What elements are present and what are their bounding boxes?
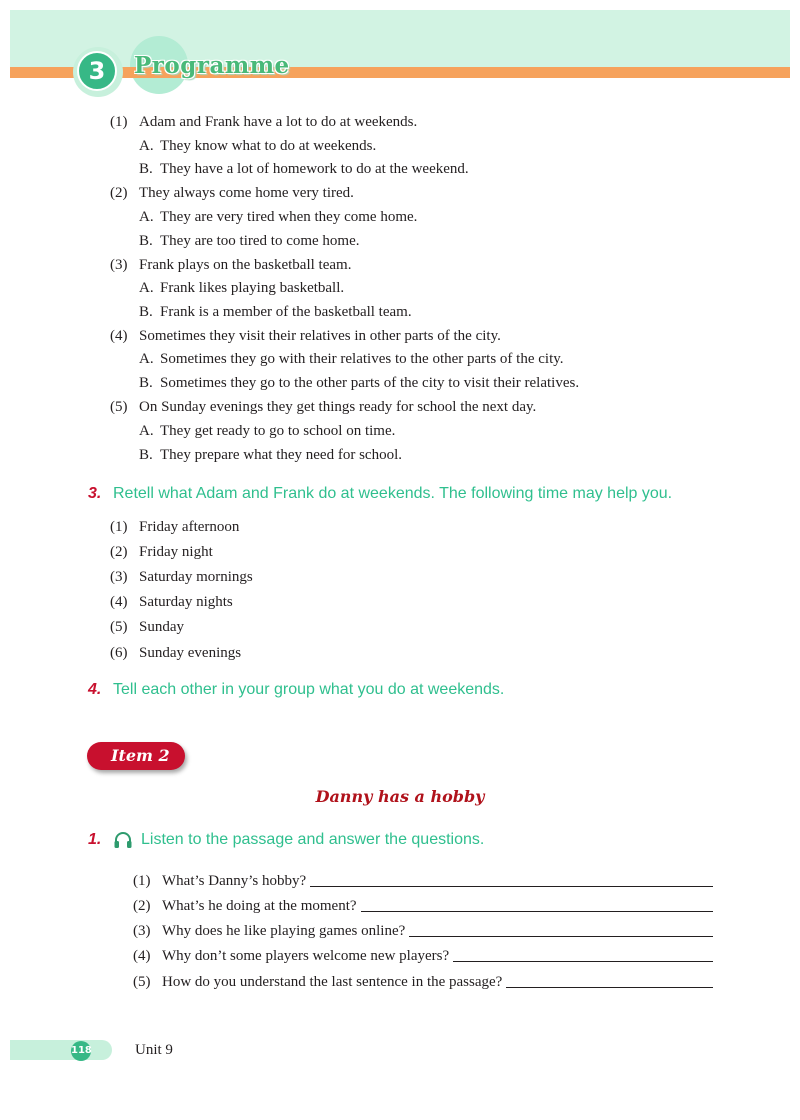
task-3-instruction bbox=[88, 485, 672, 503]
headphones-icon bbox=[113, 831, 133, 849]
question-text: What’s Danny’s hobby? bbox=[162, 873, 307, 889]
question-text: On Sunday evenings they get things ready for school the next day. bbox=[139, 399, 537, 415]
item-number: (5) bbox=[110, 619, 128, 635]
option-text: They are too tired to come home. bbox=[160, 233, 360, 249]
question-2 bbox=[110, 184, 354, 202]
question-number: (4) bbox=[133, 948, 151, 964]
option-2a bbox=[139, 208, 417, 226]
answer-blank[interactable] bbox=[453, 947, 713, 962]
question-number: (1) bbox=[110, 114, 128, 130]
header-orange-bar bbox=[10, 67, 790, 78]
option-5b bbox=[139, 446, 402, 464]
question-text: What’s he doing at the moment? bbox=[162, 898, 357, 914]
item-text: Sunday bbox=[139, 619, 184, 635]
option-5a bbox=[139, 422, 395, 440]
option-3b bbox=[139, 303, 412, 321]
question-4 bbox=[110, 327, 501, 345]
footer-bar bbox=[10, 1040, 112, 1060]
question-number: (1) bbox=[133, 873, 151, 889]
question-1 bbox=[110, 113, 417, 131]
item-number: (1) bbox=[110, 519, 128, 535]
time-item-4 bbox=[110, 593, 233, 611]
item-text: Saturday mornings bbox=[139, 569, 253, 585]
answer-question-2 bbox=[133, 897, 713, 915]
item-text: Saturday nights bbox=[139, 594, 233, 610]
question-text: Sometimes they visit their relatives in other parts of the city. bbox=[139, 328, 501, 344]
answer-question-1 bbox=[133, 872, 713, 890]
header-band bbox=[10, 10, 790, 70]
answer-question-4 bbox=[133, 947, 713, 965]
task-number: 1. bbox=[88, 831, 102, 848]
option-text: They have a lot of homework to do at the weekend. bbox=[160, 161, 469, 177]
answer-blank[interactable] bbox=[506, 973, 713, 988]
item-text: Friday night bbox=[139, 544, 213, 560]
answer-blank[interactable] bbox=[361, 897, 713, 912]
option-4b bbox=[139, 374, 579, 392]
question-number: (5) bbox=[133, 974, 151, 990]
option-1a bbox=[139, 137, 376, 155]
option-text: They know what to do at weekends. bbox=[160, 138, 377, 154]
question-number: (4) bbox=[110, 328, 128, 344]
item-number: (4) bbox=[110, 594, 128, 610]
item-badge-label: Item 2 bbox=[111, 746, 170, 765]
listening-task-instruction bbox=[88, 831, 484, 849]
task-instruction-text: Tell each other in your group what you do at weekends. bbox=[113, 681, 505, 698]
option-text: Sometimes they go with their relatives to the other parts of the city. bbox=[160, 351, 564, 367]
option-letter: B. bbox=[139, 304, 153, 320]
item-number: (2) bbox=[110, 544, 128, 560]
question-text: Why does he like playing games online? bbox=[162, 923, 406, 939]
option-text: They prepare what they need for school. bbox=[160, 447, 402, 463]
option-text: Frank likes playing basketball. bbox=[160, 280, 345, 296]
answer-blank[interactable] bbox=[310, 872, 713, 887]
option-letter: A. bbox=[139, 138, 154, 154]
question-text: How do you understand the last sentence in the passage? bbox=[162, 974, 503, 990]
time-item-2 bbox=[110, 543, 213, 561]
option-letter: B. bbox=[139, 161, 153, 177]
option-letter: B. bbox=[139, 447, 153, 463]
section-title: Programme bbox=[134, 52, 290, 79]
option-text: Sometimes they go to the other parts of the city to visit their relatives. bbox=[160, 375, 580, 391]
passage-title: Danny has a hobby bbox=[315, 787, 485, 806]
option-text: They are very tired when they come home. bbox=[160, 209, 418, 225]
question-text: Adam and Frank have a lot to do at weekends. bbox=[139, 114, 418, 130]
option-letter: A. bbox=[139, 351, 154, 367]
question-number: (5) bbox=[110, 399, 128, 415]
answer-blank[interactable] bbox=[409, 922, 713, 937]
task-4-instruction bbox=[88, 681, 504, 699]
option-letter: B. bbox=[139, 233, 153, 249]
option-text: Frank is a member of the basketball team. bbox=[160, 304, 412, 320]
option-1b bbox=[139, 160, 469, 178]
option-4a bbox=[139, 350, 564, 368]
option-letter: A. bbox=[139, 423, 154, 439]
question-number: (3) bbox=[110, 257, 128, 273]
option-3a bbox=[139, 279, 344, 297]
answer-question-5 bbox=[133, 973, 713, 991]
time-item-6 bbox=[110, 644, 241, 662]
time-item-3 bbox=[110, 568, 253, 586]
time-item-1 bbox=[110, 518, 239, 536]
option-letter: A. bbox=[139, 209, 154, 225]
item-number: (3) bbox=[110, 569, 128, 585]
item-badge bbox=[87, 742, 185, 770]
option-text: They get ready to go to school on time. bbox=[160, 423, 396, 439]
task-number: 3. bbox=[88, 485, 102, 502]
question-text: Why don’t some players welcome new players? bbox=[162, 948, 450, 964]
page-number: 118 bbox=[71, 1041, 91, 1061]
option-letter: A. bbox=[139, 280, 154, 296]
task-number: 4. bbox=[88, 681, 102, 698]
option-letter: B. bbox=[139, 375, 153, 391]
answer-question-3 bbox=[133, 922, 713, 940]
question-number: (3) bbox=[133, 923, 151, 939]
question-number: (2) bbox=[110, 185, 128, 201]
item-text: Friday afternoon bbox=[139, 519, 240, 535]
question-5 bbox=[110, 398, 536, 416]
item-text: Sunday evenings bbox=[139, 645, 242, 661]
task-instruction-text: Retell what Adam and Frank do at weekends. The following time may help you. bbox=[113, 485, 673, 502]
task-instruction-text: Listen to the passage and answer the questions. bbox=[141, 831, 485, 848]
item-number: (6) bbox=[110, 645, 128, 661]
time-item-5 bbox=[110, 618, 184, 636]
unit-label: Unit 9 bbox=[135, 1042, 173, 1058]
question-3 bbox=[110, 256, 351, 274]
question-text: Frank plays on the basketball team. bbox=[139, 257, 352, 273]
question-number: (2) bbox=[133, 898, 151, 914]
question-text: They always come home very tired. bbox=[139, 185, 354, 201]
section-number-badge: 3 bbox=[77, 51, 117, 91]
option-2b bbox=[139, 232, 360, 250]
